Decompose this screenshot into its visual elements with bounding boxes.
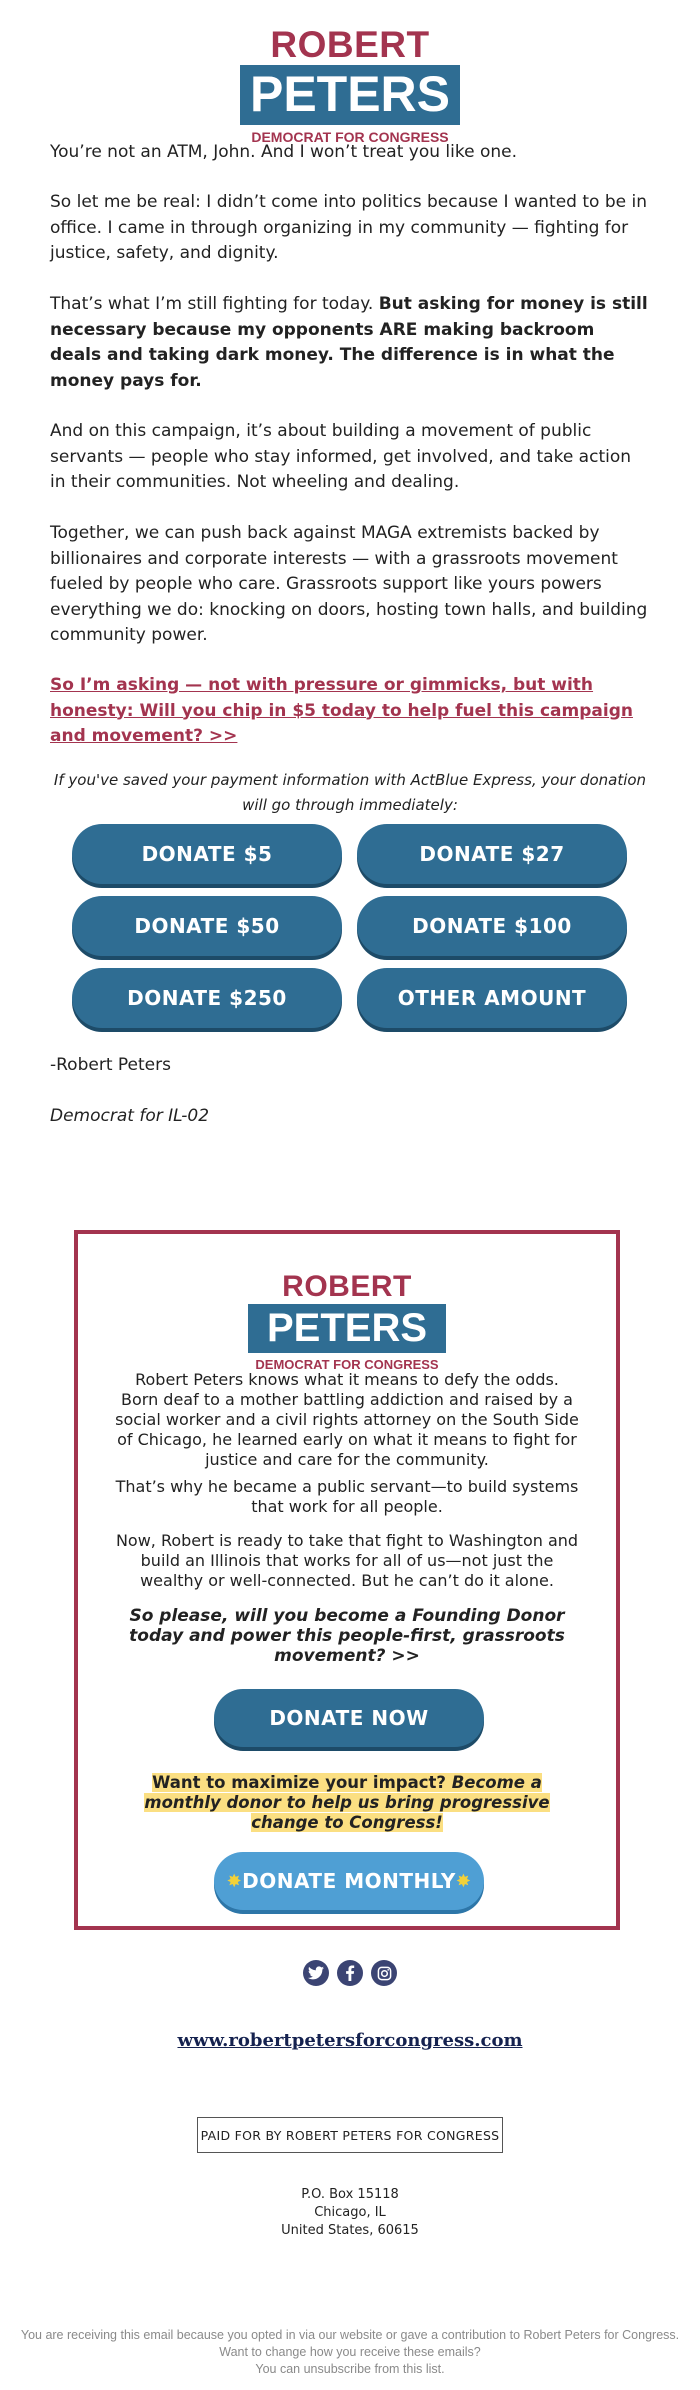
letter-paragraph-4: And on this campaign, it’s about building a movement of public servants — people who stay informed, get involved, and take action in their communities. Not wheeling and dealing. bbox=[50, 421, 632, 492]
letter-paragraph-3-start: That’s what I’m still fighting for today. bbox=[50, 294, 379, 314]
monthly-italic: Become a monthly donor to help us bring progressive change to Congress! bbox=[144, 1773, 550, 1832]
donate-50-button[interactable]: DONATE $50 bbox=[72, 896, 342, 956]
letter-paragraph-1: You’re not an ATM, John. And I won’t treat you like one. bbox=[50, 142, 517, 162]
bio-logo bbox=[78, 1272, 616, 1371]
instagram-icon[interactable] bbox=[371, 1960, 397, 1986]
letter-paragraph-5: Together, we can push back against MAGA extremists backed by billionaires and corporate interests — with a grassroots movement fueled by people who care. Grassroots support like yours powers everything we do: knocking on doors, hosting town halls, and building community power. bbox=[50, 523, 648, 645]
logo-tagline: DEMOCRAT FOR CONGRESS bbox=[251, 129, 449, 145]
donate-now-button[interactable]: DONATE NOW bbox=[214, 1689, 484, 1747]
donate-5-button[interactable]: DONATE $5 bbox=[72, 824, 342, 884]
bio-logo-tagline: DEMOCRAT FOR CONGRESS bbox=[255, 1357, 439, 1372]
other-amount-button[interactable]: OTHER AMOUNT bbox=[357, 968, 627, 1028]
address-line-2: Chicago, IL bbox=[314, 2205, 386, 2220]
donate-100-button[interactable]: DONATE $100 bbox=[357, 896, 627, 956]
monthly-prefix: Want to maximize your impact? bbox=[152, 1773, 452, 1792]
facebook-icon[interactable] bbox=[337, 1960, 363, 1986]
donate-monthly-button[interactable] bbox=[214, 1852, 484, 1910]
signature-title: Democrat for IL-02 bbox=[50, 1106, 210, 1126]
monthly-donor-callout bbox=[114, 1773, 580, 1833]
paid-for-disclaimer: PAID FOR BY ROBERT PETERS FOR CONGRESS bbox=[197, 2117, 503, 2153]
bio-box bbox=[74, 1230, 620, 1930]
social-links bbox=[0, 1960, 700, 1986]
sparkle-icon: ✸ bbox=[455, 1870, 472, 1892]
letter-paragraph-3-bold: But asking for money is still necessary because my opponents ARE making backroom deals and taking dark money. The difference is in what the money pays for. bbox=[50, 294, 648, 391]
header-logo bbox=[0, 26, 700, 144]
actblue-express-note: If you've saved your payment information with ActBlue Express, your donation will go through immediately: bbox=[53, 771, 647, 814]
bio-logo-last-name: PETERS bbox=[248, 1304, 446, 1353]
bio-paragraph-2: That’s why he became a public servant—to build systems that work for all people. bbox=[115, 1477, 579, 1516]
twitter-icon[interactable] bbox=[303, 1960, 329, 1986]
signature-name: -Robert Peters bbox=[50, 1055, 171, 1075]
letter-cta bbox=[50, 673, 650, 750]
mailing-address bbox=[0, 2186, 700, 2240]
unsubscribe-link[interactable]: You can unsubscribe from this list. bbox=[255, 2362, 445, 2376]
donate-monthly-label: DONATE MONTHLY bbox=[242, 1869, 456, 1893]
founding-donor-ask: So please, will you become a Founding Donor today and power this people-first, grassroots movement? >> bbox=[129, 1606, 565, 1666]
chip-in-link[interactable]: So I’m asking — not with pressure or gimmicks, but with honesty: Will you chip in $5 today to help fuel this campaign and movement? >> bbox=[50, 675, 633, 746]
campaign-website-link[interactable]: www.robertpetersforcongress.com bbox=[177, 2030, 523, 2051]
donate-27-button[interactable]: DONATE $27 bbox=[357, 824, 627, 884]
letter-paragraph-3 bbox=[50, 292, 650, 394]
footer-optin-text: You are receiving this email because you opted in via our website or gave a contribution to Robert Peters for Congress. Want to change how you receive these emails? bbox=[20, 2328, 680, 2359]
bio-paragraph-3: Now, Robert is ready to take that fight to Washington and build an Illinois that works for all of us—not just the wealthy or well-connected. But he can’t do it alone. bbox=[115, 1531, 579, 1590]
donate-250-button[interactable]: DONATE $250 bbox=[72, 968, 342, 1028]
email-footer bbox=[20, 2327, 680, 2378]
bio-logo-first-name: ROBERT bbox=[282, 1270, 412, 1303]
letter-paragraph-2: So let me be real: I didn’t come into politics because I wanted to be in office. I came in through organizing in my community — fighting for justice, safety, and dignity. bbox=[50, 192, 647, 263]
address-line-3: United States, 60615 bbox=[281, 2223, 419, 2238]
logo-last-name: PETERS bbox=[240, 65, 460, 125]
address-line-1: P.O. Box 15118 bbox=[301, 2187, 399, 2202]
sparkle-icon: ✸ bbox=[226, 1870, 243, 1892]
logo-first-name: ROBERT bbox=[270, 24, 430, 65]
bio-paragraph-1: Robert Peters knows what it means to defy the odds. Born deaf to a mother battling addiction and raised by a social worker and a civil rights attorney on the South Side of Chicago, he learned early on what it means to fight for justice and care for the community. bbox=[115, 1370, 579, 1469]
